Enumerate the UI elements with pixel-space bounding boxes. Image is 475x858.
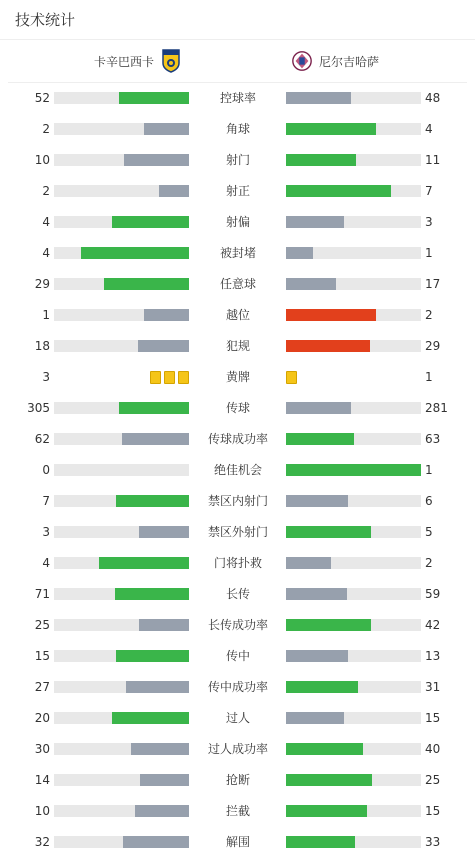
- away-bar-fill: [286, 247, 313, 259]
- home-bar-track: [54, 619, 189, 631]
- stat-label: 解围: [225, 835, 250, 849]
- away-bar-fill: [286, 185, 391, 197]
- home-bar-fill: [112, 712, 189, 724]
- home-bar-track: [54, 123, 189, 135]
- home-value: 4: [42, 215, 50, 229]
- away-value: 5: [425, 525, 433, 539]
- away-bar-track: [286, 216, 421, 228]
- home-bar-fill: [123, 836, 189, 848]
- home-bar-track: [54, 526, 189, 538]
- stat-label: 角球: [225, 122, 250, 136]
- away-value: 33: [425, 835, 441, 849]
- away-bar-fill: [286, 526, 371, 538]
- away-bar-fill: [286, 402, 351, 414]
- home-bar-track: [54, 185, 189, 197]
- away-value: 2: [425, 556, 433, 570]
- home-value: 18: [34, 339, 50, 353]
- home-bar-fill: [159, 185, 189, 197]
- home-bar-fill: [116, 495, 189, 507]
- home-value: 3: [42, 370, 50, 384]
- home-value: 0: [42, 463, 50, 477]
- home-yellow-cards: [150, 371, 189, 384]
- home-value: 10: [34, 804, 50, 818]
- stat-label: 绝佳机会: [213, 463, 262, 477]
- away-value: 25: [425, 773, 441, 787]
- home-value: 62: [34, 432, 50, 446]
- yellow-card-icon: [286, 371, 297, 384]
- home-bar-fill: [131, 743, 189, 755]
- home-bar-track: [54, 464, 189, 476]
- home-bar-track: [54, 92, 189, 104]
- home-value: 14: [34, 773, 50, 787]
- stat-row: [0, 83, 475, 114]
- home-team-crest-icon: [160, 48, 182, 74]
- stat-label: 犯规: [225, 339, 250, 353]
- stat-label: 传中成功率: [207, 680, 268, 694]
- home-bar-track: [54, 836, 189, 848]
- away-value: 1: [425, 246, 433, 260]
- away-bar-track: [286, 743, 421, 755]
- away-bar-fill: [286, 464, 421, 476]
- home-bar-track: [54, 805, 189, 817]
- home-bar-track: [54, 402, 189, 414]
- away-value: 7: [425, 184, 433, 198]
- away-bar-track: [286, 805, 421, 817]
- section-header: [0, 0, 475, 40]
- away-bar-track: [286, 526, 421, 538]
- away-bar-track: [286, 154, 421, 166]
- home-value: 2: [42, 122, 50, 136]
- away-bar-track: [286, 278, 421, 290]
- home-value: 15: [34, 649, 50, 663]
- section-title: 技术统计: [15, 11, 76, 29]
- away-value: 29: [425, 339, 441, 353]
- home-value: 3: [42, 525, 50, 539]
- away-bar-track: [286, 836, 421, 848]
- away-value: 13: [425, 649, 441, 663]
- stat-label: 过人: [225, 711, 250, 725]
- home-bar-track: [54, 681, 189, 693]
- away-bar-track: [286, 650, 421, 662]
- home-team[interactable]: [94, 40, 182, 82]
- stat-label: 传中: [225, 649, 250, 663]
- stat-row: [0, 300, 475, 331]
- away-bar-track: [286, 619, 421, 631]
- stat-label: 任意球: [219, 277, 256, 291]
- home-value: 30: [34, 742, 50, 756]
- home-bar-track: [54, 154, 189, 166]
- away-value: 31: [425, 680, 441, 694]
- home-bar-fill: [140, 774, 189, 786]
- home-bar-track: [54, 712, 189, 724]
- stat-label: 传球成功率: [207, 432, 268, 446]
- teams-row: [8, 40, 467, 83]
- away-value: 59: [425, 587, 441, 601]
- away-bar-track: [286, 557, 421, 569]
- home-bar-track: [54, 743, 189, 755]
- yellow-card-icon: [178, 371, 189, 384]
- home-value: 4: [42, 246, 50, 260]
- home-value: 20: [34, 711, 50, 725]
- home-value: 305: [27, 401, 50, 415]
- away-value: 40: [425, 742, 441, 756]
- away-team-crest-icon: [291, 48, 313, 74]
- home-bar-track: [54, 247, 189, 259]
- home-bar-track: [54, 216, 189, 228]
- away-bar-fill: [286, 743, 363, 755]
- home-value: 10: [34, 153, 50, 167]
- away-value: 17: [425, 277, 441, 291]
- home-bar-track: [54, 433, 189, 445]
- stat-row: [0, 703, 475, 734]
- away-value: 42: [425, 618, 441, 632]
- home-bar-track: [54, 309, 189, 321]
- away-bar-track: [286, 402, 421, 414]
- away-bar-track: [286, 588, 421, 600]
- home-bar-track: [54, 650, 189, 662]
- stat-row: [0, 734, 475, 765]
- away-bar-fill: [286, 495, 348, 507]
- stat-label: 控球率: [219, 91, 256, 105]
- stat-row: [0, 176, 475, 207]
- home-bar-fill: [138, 340, 189, 352]
- home-bar-fill: [116, 650, 189, 662]
- home-bar-fill: [104, 278, 189, 290]
- stat-label: 射正: [225, 184, 250, 198]
- away-bar-fill: [286, 309, 376, 321]
- stat-row: [0, 331, 475, 362]
- home-bar-track: [54, 774, 189, 786]
- stat-row: [0, 827, 475, 858]
- away-yellow-cards: [286, 371, 297, 384]
- stat-label: 抢断: [225, 773, 250, 787]
- yellow-card-icon: [164, 371, 175, 384]
- home-bar-fill: [124, 154, 189, 166]
- stat-label: 长传: [225, 587, 250, 601]
- stat-row: [0, 362, 475, 393]
- yellow-card-icon: [150, 371, 161, 384]
- away-value: 48: [425, 91, 441, 105]
- home-bar-track: [54, 557, 189, 569]
- away-bar-fill: [286, 588, 347, 600]
- home-team-name: 卡辛巴西卡: [93, 54, 154, 69]
- stat-row: [0, 145, 475, 176]
- stat-row: [0, 207, 475, 238]
- stat-row: [0, 548, 475, 579]
- home-value: 2: [42, 184, 50, 198]
- home-value: 29: [34, 277, 50, 291]
- home-bar-fill: [144, 123, 189, 135]
- stat-label: 长传成功率: [207, 618, 268, 632]
- away-bar-fill: [286, 92, 351, 104]
- home-value: 1: [42, 308, 50, 322]
- stat-label: 禁区内射门: [207, 494, 268, 508]
- stat-row: [0, 517, 475, 548]
- away-bar-track: [286, 309, 421, 321]
- home-bar-fill: [119, 402, 189, 414]
- stat-row: [0, 579, 475, 610]
- away-bar-track: [286, 123, 421, 135]
- away-team-name: 尼尔吉哈萨: [319, 54, 380, 69]
- stat-row: [0, 765, 475, 796]
- home-bar-fill: [119, 92, 189, 104]
- stat-row: [0, 641, 475, 672]
- away-bar-track: [286, 340, 421, 352]
- stat-row: [0, 393, 475, 424]
- stat-label: 过人成功率: [207, 742, 268, 756]
- stat-label: 门将扑救: [213, 556, 262, 570]
- stat-label: 被封堵: [219, 246, 256, 260]
- away-value: 2: [425, 308, 433, 322]
- away-value: 3: [425, 215, 433, 229]
- stat-label: 越位: [225, 308, 250, 322]
- home-bar-fill: [139, 526, 189, 538]
- away-bar-track: [286, 464, 421, 476]
- away-team[interactable]: [291, 40, 379, 82]
- away-value: 15: [425, 804, 441, 818]
- away-bar-fill: [286, 805, 367, 817]
- home-bar-fill: [112, 216, 189, 228]
- home-value: 25: [34, 618, 50, 632]
- stat-row: [0, 796, 475, 827]
- stat-row: [0, 486, 475, 517]
- away-bar-fill: [286, 712, 344, 724]
- away-bar-fill: [286, 836, 355, 848]
- home-bar-fill: [81, 247, 189, 259]
- stat-label: 射门: [225, 153, 250, 167]
- away-bar-track: [286, 247, 421, 259]
- away-value: 1: [425, 370, 433, 384]
- home-value: 32: [34, 835, 50, 849]
- home-bar-fill: [144, 309, 189, 321]
- away-bar-track: [286, 774, 421, 786]
- away-value: 4: [425, 122, 433, 136]
- home-value: 52: [34, 91, 50, 105]
- home-bar-fill: [126, 681, 189, 693]
- away-value: 1: [425, 463, 433, 477]
- stat-row: [0, 424, 475, 455]
- away-value: 6: [425, 494, 433, 508]
- home-bar-fill: [139, 619, 189, 631]
- away-bar-track: [286, 681, 421, 693]
- stat-label: 传球: [225, 401, 250, 415]
- away-value: 281: [425, 401, 448, 415]
- away-bar-fill: [286, 216, 344, 228]
- away-bar-fill: [286, 774, 372, 786]
- home-value: 27: [34, 680, 50, 694]
- away-bar-track: [286, 495, 421, 507]
- stat-label: 黄牌: [225, 370, 250, 384]
- stat-label: 拦截: [225, 804, 250, 818]
- away-bar-track: [286, 433, 421, 445]
- stats-list: [0, 83, 475, 858]
- away-bar-track: [286, 712, 421, 724]
- home-value: 4: [42, 556, 50, 570]
- away-value: 15: [425, 711, 441, 725]
- stat-label: 禁区外射门: [207, 525, 268, 539]
- stat-row: [0, 672, 475, 703]
- home-bar-track: [54, 495, 189, 507]
- away-bar-fill: [286, 650, 348, 662]
- home-bar-track: [54, 588, 189, 600]
- home-bar-fill: [99, 557, 189, 569]
- home-bar-fill: [115, 588, 189, 600]
- stat-row: [0, 238, 475, 269]
- away-bar-fill: [286, 340, 370, 352]
- stat-row: [0, 269, 475, 300]
- away-bar-track: [286, 185, 421, 197]
- away-bar-fill: [286, 433, 354, 445]
- home-value: 71: [34, 587, 50, 601]
- away-bar-fill: [286, 154, 356, 166]
- stat-label: 射偏: [225, 215, 250, 229]
- away-bar-fill: [286, 619, 371, 631]
- stat-row: [0, 455, 475, 486]
- stat-row: [0, 610, 475, 641]
- home-bar-track: [54, 340, 189, 352]
- stat-row: [0, 114, 475, 145]
- away-value: 11: [425, 153, 441, 167]
- home-bar-track: [54, 278, 189, 290]
- away-bar-fill: [286, 557, 331, 569]
- away-bar-track: [286, 92, 421, 104]
- away-value: 63: [425, 432, 441, 446]
- home-value: 7: [42, 494, 50, 508]
- home-bar-fill: [135, 805, 189, 817]
- away-bar-fill: [286, 278, 336, 290]
- home-bar-fill: [122, 433, 190, 445]
- away-bar-fill: [286, 123, 376, 135]
- away-bar-fill: [286, 681, 358, 693]
